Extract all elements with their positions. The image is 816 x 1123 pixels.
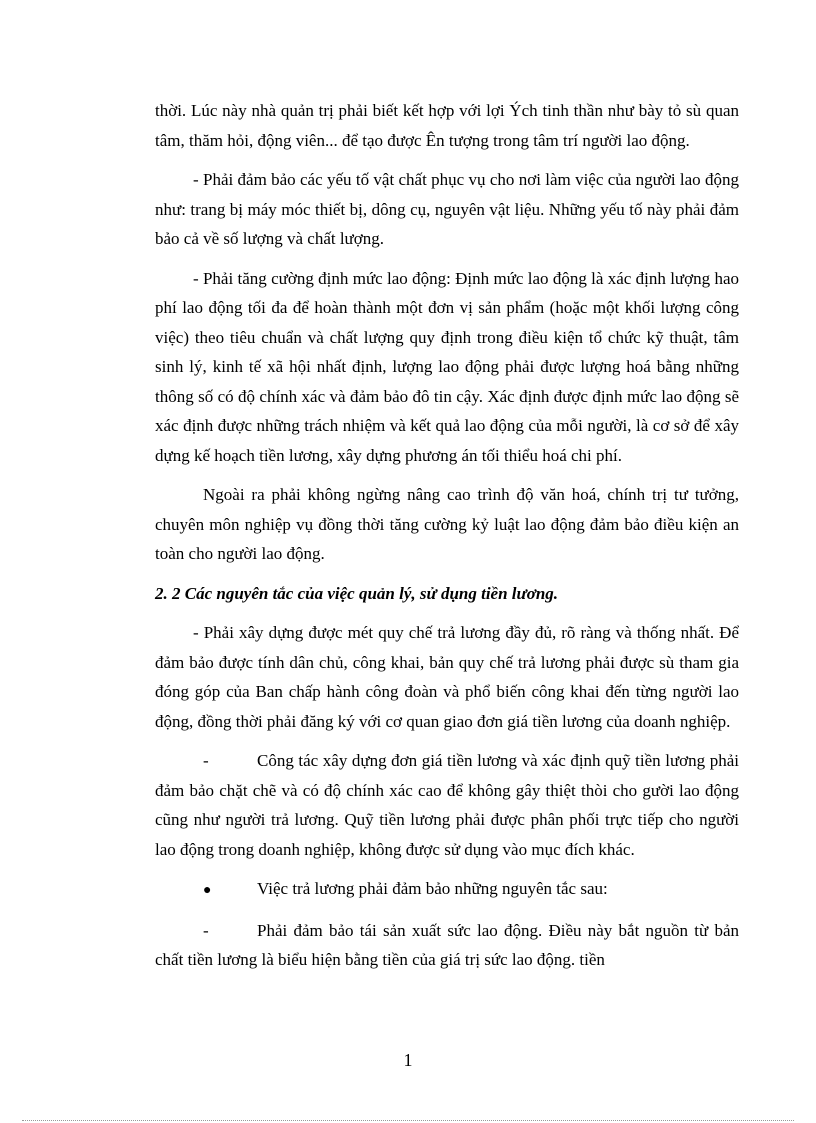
dash-item-wage-fund: [155, 746, 739, 864]
footer-divider: [22, 1120, 794, 1121]
bullet-icon: ●: [203, 883, 212, 898]
paragraph-labor-norms: - Phải tăng cường định mức lao động: Định mức lao động là xác định lượng hao phí lao động tối đa để hoàn thành một đơn vị sản phẩm (hoặc một khối lượng công việc) theo tiêu chuẩn và chất lượng quy định trong điều kiện tổ chức kỹ thuật, tâm sinh lý, kinh tế xã hội nhất định, lượng lao động phải được lượng hoá bằng những thông số có độ chính xác và đảm bảo đô tin cậy. Xác định được định mức lao động sẽ xác định được những trách nhiệm và kết quả lao động của mỗi người, là cơ sở để xây dựng kế hoạch tiền lương, xây dựng phương án tối thiểu hoá chi phí.: [155, 268, 739, 465]
section-heading: 2. 2 Các nguyên tắc của việc quản lý, sử dụng tiền lương.: [155, 583, 559, 603]
paragraph-additional: Ngoài ra phải không ngừng nâng cao trình độ văn hoá, chính trị tư tưởng, chuyên môn nghiệp vụ đồng thời tăng cường kỷ luật lao động đảm bảo điều kiện an toàn cho người lao động.: [155, 485, 739, 563]
page-number: 1: [403, 1050, 413, 1070]
dash-item-reproduction: [155, 916, 739, 975]
paragraph-material-factors: - Phải đảm bảo các yếu tố vật chất phục vụ cho nơi làm việc của người lao động như: trang bị máy móc thiết bị, dông cụ, nguyên vật liệu. Những yếu tố này phải đảm bảo cả về số lượng và chất lượng.: [155, 170, 739, 248]
bullet-item-text: Việc trả lương phải đảm bảo những nguyên tắc sau:: [257, 879, 608, 898]
dash-item-text: Phải đảm bảo tái sản xuất sức lao động. Điều này bắt nguồn từ bản chất tiền lương là biểu hiện bằng tiền của giá trị sức lao động. tiền: [155, 920, 739, 969]
dash-marker: -: [203, 920, 209, 940]
dash-marker: -: [203, 751, 209, 770]
dash-item-text: Công tác xây dựng đơn giá tiền lương và xác định quỹ tiền lương phải đảm bảo chặt chẽ và có độ chính xác cao để không gây thiệt thòi cho gười lao động cũng như người trả lương. Quỹ tiền lương phải được phân phối trực tiếp cho người lao động trong doanh nghiệp, không được sử dụng vào mục đích khác.: [155, 751, 739, 859]
paragraph-pay-regulation: - Phải xây dựng được mét quy chế trả lương đầy đủ, rõ ràng và thống nhất. Để đảm bảo được tính dân chủ, công khai, bản quy chế trả lương phải được sù tham gia đóng góp của Ban chấp hành công đoàn và phổ biến công khai đến từng người lao động, đồng thời phải đăng ký với cơ quan giao đơn giá tiền lương của doanh nghiệp.: [155, 623, 739, 731]
bullet-item-principles: [155, 874, 739, 906]
paragraph-continuation: thời. Lúc này nhà quản trị phải biết kết hợp với lợi Ých tinh thần như bày tỏ sù quan tâm, thăm hỏi, động viên... để tạo được Ên tượng trong tâm trí người lao động.: [155, 101, 739, 150]
document-body: [155, 96, 739, 985]
